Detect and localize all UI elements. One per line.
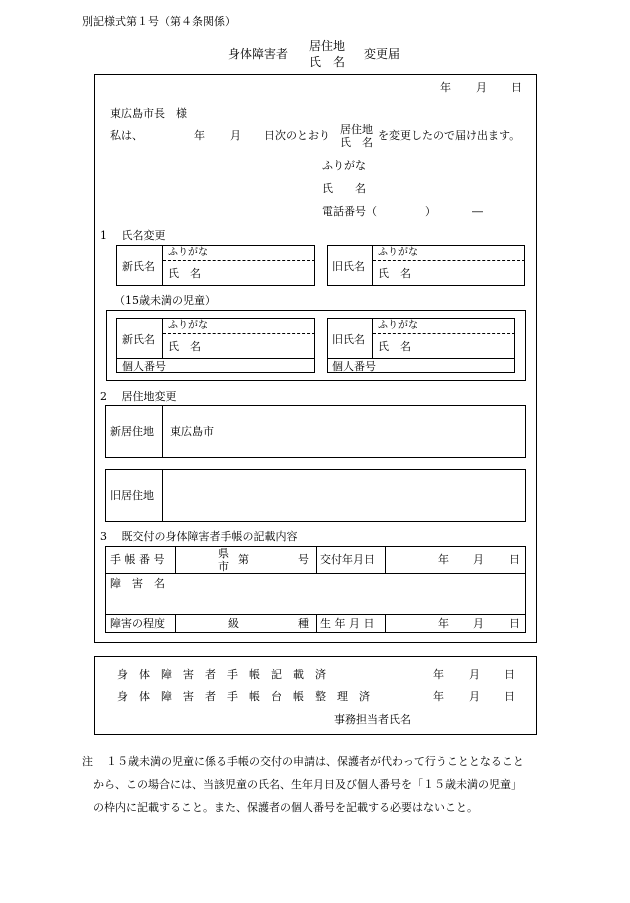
intro-option-residence: 居住地 xyxy=(340,123,373,136)
date-month-label: 月 xyxy=(476,81,487,94)
issue-date-label: 交付年月日 xyxy=(320,553,375,566)
dai-label: 第 xyxy=(238,553,249,566)
form-title-suffix: 変更届 xyxy=(364,47,401,61)
old-name-furigana: ふりがな xyxy=(378,247,418,258)
child-old-furigana: ふりがな xyxy=(378,320,418,331)
office-line2-year: 年 xyxy=(433,690,444,703)
phone-close-paren: ） xyxy=(425,205,436,218)
child-new-individual-number: 個人番号 xyxy=(122,360,166,373)
child-old-name-label: 旧氏名 xyxy=(332,333,365,346)
child-old-name: 氏 名 xyxy=(378,340,411,353)
section3-heading: 3 既交付の身体障害者手帳の記載内容 xyxy=(100,530,298,543)
old-name-name: 氏 名 xyxy=(378,267,411,280)
form-title-name: 氏 名 xyxy=(309,55,346,69)
form-title-prefix: 身体障害者 xyxy=(228,47,289,61)
form-title-residence: 居住地 xyxy=(309,39,346,53)
notebook-number-label: 手 帳 番 号 xyxy=(110,553,165,566)
office-line2-month: 月 xyxy=(469,690,480,703)
city-label: 市 xyxy=(218,560,229,573)
degree-label: 障害の程度 xyxy=(110,617,165,630)
date-year-label: 年 xyxy=(440,81,451,94)
child-new-name: 氏 名 xyxy=(168,340,201,353)
kyu-label: 級 xyxy=(228,617,239,630)
birth-date-label: 生 年 月 日 xyxy=(320,617,375,630)
issue-day: 日 xyxy=(509,553,520,566)
applicant-phone-label: 電話番号（ xyxy=(322,205,377,218)
new-address-label: 新居住地 xyxy=(110,425,154,438)
intro-option-name: 氏 名 xyxy=(340,136,373,149)
office-line2-day: 日 xyxy=(504,690,515,703)
note-label: 注 xyxy=(82,755,93,768)
office-line1-day: 日 xyxy=(504,668,515,681)
new-name-furigana: ふりがな xyxy=(168,247,208,258)
birth-day: 日 xyxy=(509,617,520,630)
new-name-name: 氏 名 xyxy=(168,267,201,280)
form-reference: 別記様式第１号（第４条関係） xyxy=(82,15,236,28)
office-line1-year: 年 xyxy=(433,668,444,681)
office-staff-label: 事務担当者氏名 xyxy=(334,713,411,726)
prefecture-label: 県 xyxy=(218,547,229,560)
intro-day: 日次のとおり xyxy=(264,129,330,142)
note-line-2: から、この場合には、当該児童の氏名、生年月日及び個人番号を「１５歳未満の児童」 xyxy=(93,778,522,791)
intro-month: 月 xyxy=(230,129,241,142)
new-address-box xyxy=(105,405,526,458)
birth-year: 年 xyxy=(438,617,449,630)
new-name-label: 新氏名 xyxy=(122,260,155,273)
section1-heading: 1 氏名変更 xyxy=(100,229,166,242)
intro-year: 年 xyxy=(194,129,205,142)
applicant-name-label: 氏 名 xyxy=(322,182,366,195)
old-address-box xyxy=(105,469,526,522)
section2-heading: 2 居住地変更 xyxy=(100,390,177,403)
note-line-3: の枠内に記載すること。また、保護者の個人番号を記載する必要はないこと。 xyxy=(93,801,478,814)
birth-month: 月 xyxy=(473,617,484,630)
old-address-label: 旧居住地 xyxy=(110,489,154,502)
issue-year: 年 xyxy=(438,553,449,566)
office-line-1: 身 体 障 害 者 手 帳 記 載 済 xyxy=(117,668,326,681)
child-heading: （15歳未満の児童） xyxy=(114,294,216,307)
new-address-value: 東広島市 xyxy=(170,425,214,438)
intro-text: 私は、 xyxy=(110,129,143,142)
go-label: 号 xyxy=(298,553,309,566)
phone-dash: ― xyxy=(472,205,483,218)
child-new-furigana: ふりがな xyxy=(168,320,208,331)
applicant-furigana-label: ふりがな xyxy=(322,159,366,172)
office-line-2: 身 体 障 害 者 手 帳 台 帳 整 理 済 xyxy=(117,690,370,703)
office-line1-month: 月 xyxy=(469,668,480,681)
intro-tail: を変更したので届け出ます。 xyxy=(378,129,521,142)
old-name-label: 旧氏名 xyxy=(332,260,365,273)
disability-name-label: 障 害 名 xyxy=(110,577,165,590)
addressee: 東広島市長 様 xyxy=(110,107,187,120)
child-old-individual-number: 個人番号 xyxy=(332,360,376,373)
issue-month: 月 xyxy=(473,553,484,566)
note-line-1: １５歳未満の児童に係る手帳の交付の申請は、保護者が代わって行うこととなること xyxy=(106,755,524,768)
child-new-name-label: 新氏名 xyxy=(122,333,155,346)
shu-label: 種 xyxy=(298,617,309,630)
date-day-label: 日 xyxy=(511,81,522,94)
